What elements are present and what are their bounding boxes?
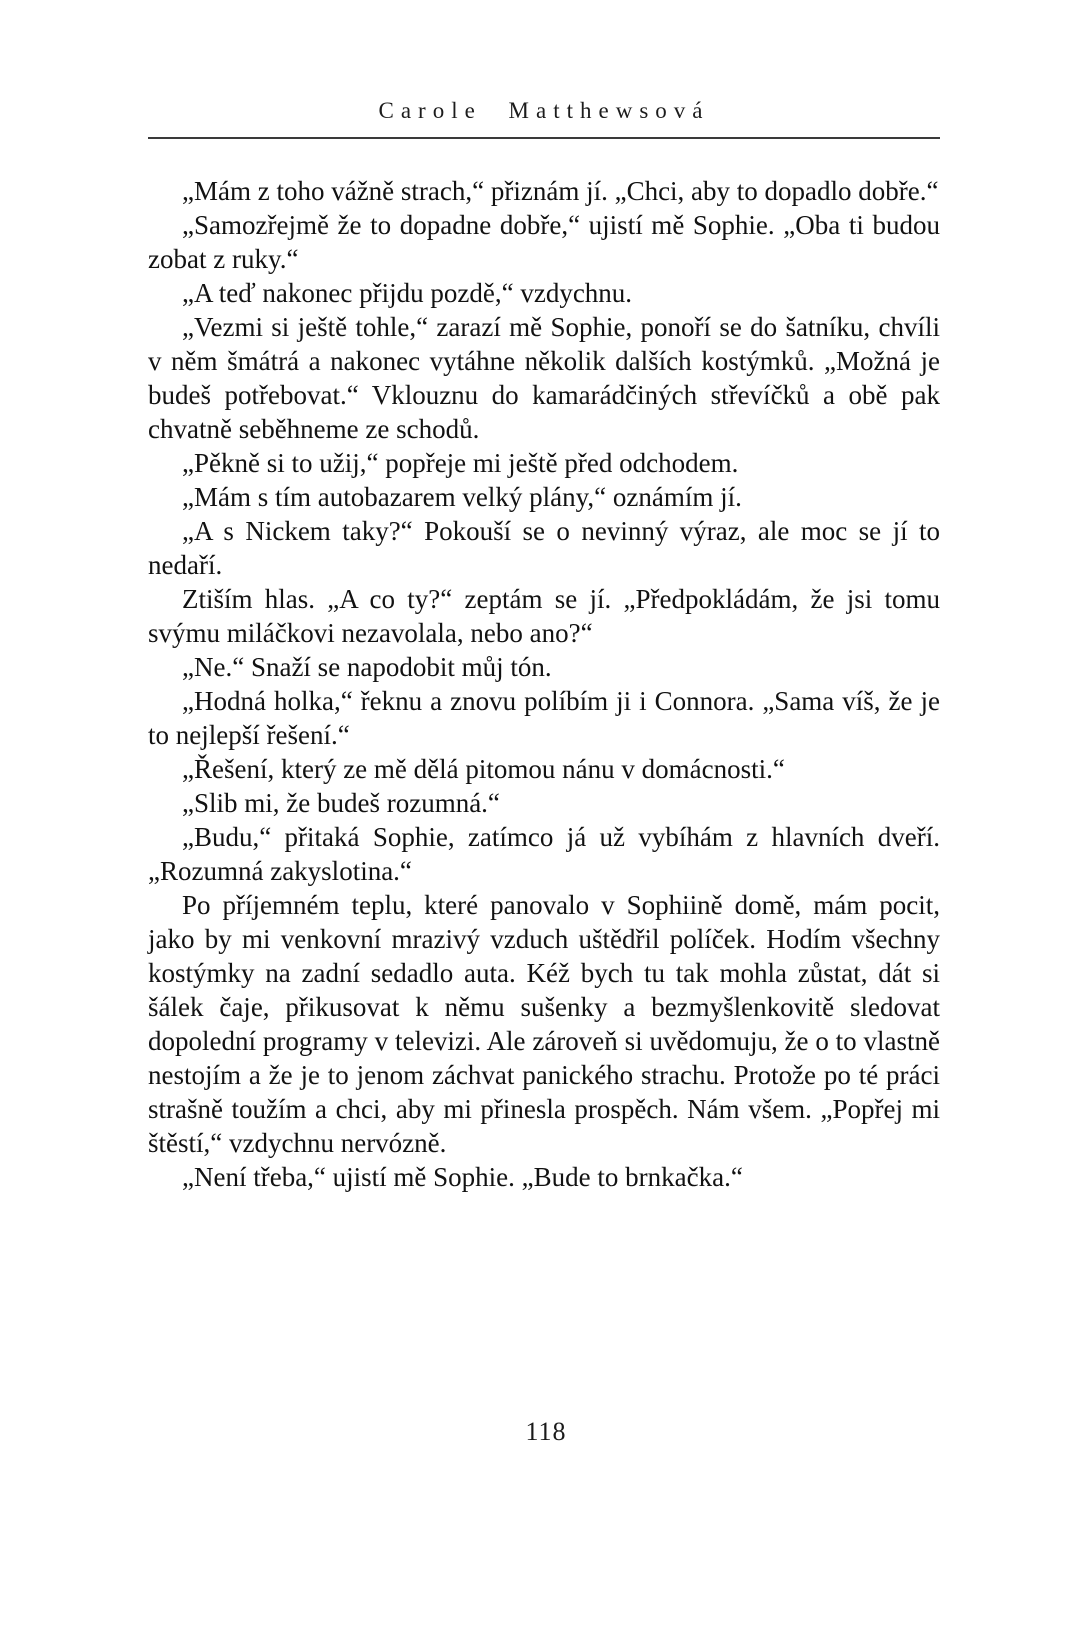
paragraph: „Budu,“ přitaká Sophie, zatímco já už vybíhám z hlavních dveří. „Rozumná zakyslotina.“ [148, 822, 940, 886]
page-number: 118 [525, 1417, 567, 1446]
paragraph: „Není třeba,“ ujistí mě Sophie. „Bude to brnkačka.“ [182, 1162, 743, 1192]
paragraph: „Hodná holka,“ řeknu a znovu políbím ji i Connora. „Sama víš, že je to nejlepší řešení.“ [148, 686, 940, 750]
paragraph: „A s Nickem taky?“ Pokouší se o nevinný výraz, ale moc se jí to nedaří. [148, 516, 940, 580]
paragraph: „Samozřejmě že to dopadne dobře,“ ujistí mě Sophie. „Oba ti budou zobat z ruky.“ [148, 210, 940, 274]
paragraph: „Slib mi, že budeš rozumná.“ [182, 788, 500, 818]
running-header-author: Carole Matthewsová [378, 98, 710, 123]
paragraph: „Pěkně si to užij,“ popřeje mi ještě před odchodem. [182, 448, 739, 478]
paragraph: „Řešení, který ze mě dělá pitomou nánu v domácnosti.“ [182, 754, 785, 784]
header-divider [148, 137, 940, 139]
paragraph: Ztiším hlas. „A co ty?“ zeptám se jí. „Předpokládám, že jsi tomu svýmu miláčkovi nezavolala, nebo ano?“ [148, 584, 940, 648]
paragraph: „Mám s tím autobazarem velký plány,“ oznámím jí. [182, 482, 742, 512]
paragraph: „Vezmi si ještě tohle,“ zarazí mě Sophie, ponoří se do šatníku, chvíli v něm šmátrá a nakonec vytáhne několik dalších kostýmků. „Možná je budeš potřebovat.“ Vklouznu do kamarádčiných střevíčků a obě pak chvatně seběhneme ze schodů. [148, 312, 940, 444]
paragraph: „Mám z toho vážně strach,“ přiznám jí. „Chci, aby to dopadlo dobře.“ [182, 176, 939, 206]
running-header [148, 0, 940, 139]
paragraph: Po příjemném teplu, které panovalo v Sophiině domě, mám pocit, jako by mi venkovní mrazivý vzduch uštědřil políček. Hodím všechny kostýmky na zadní sedadlo auta. Kéž bych tu tak mohla zůstat, dát si šálek čaje, přikusovat k němu sušenky a bezmyšlenkovitě sledovat dopolední programy v televizi. Ale zároveň si uvědomuju, že o to vlastně nestojím a že je to jenom záchvat panického strachu. Protože po té práci strašně toužím a chci, aby mi přinesla prospěch. Nám všem. „Popřej mi štěstí,“ vzdychnu nervózně. [148, 890, 940, 1158]
paragraph: „Ne.“ Snaží se napodobit můj tón. [182, 652, 552, 682]
body-text [148, 174, 940, 1194]
paragraph: „A teď nakonec přijdu pozdě,“ vzdychnu. [182, 278, 633, 308]
